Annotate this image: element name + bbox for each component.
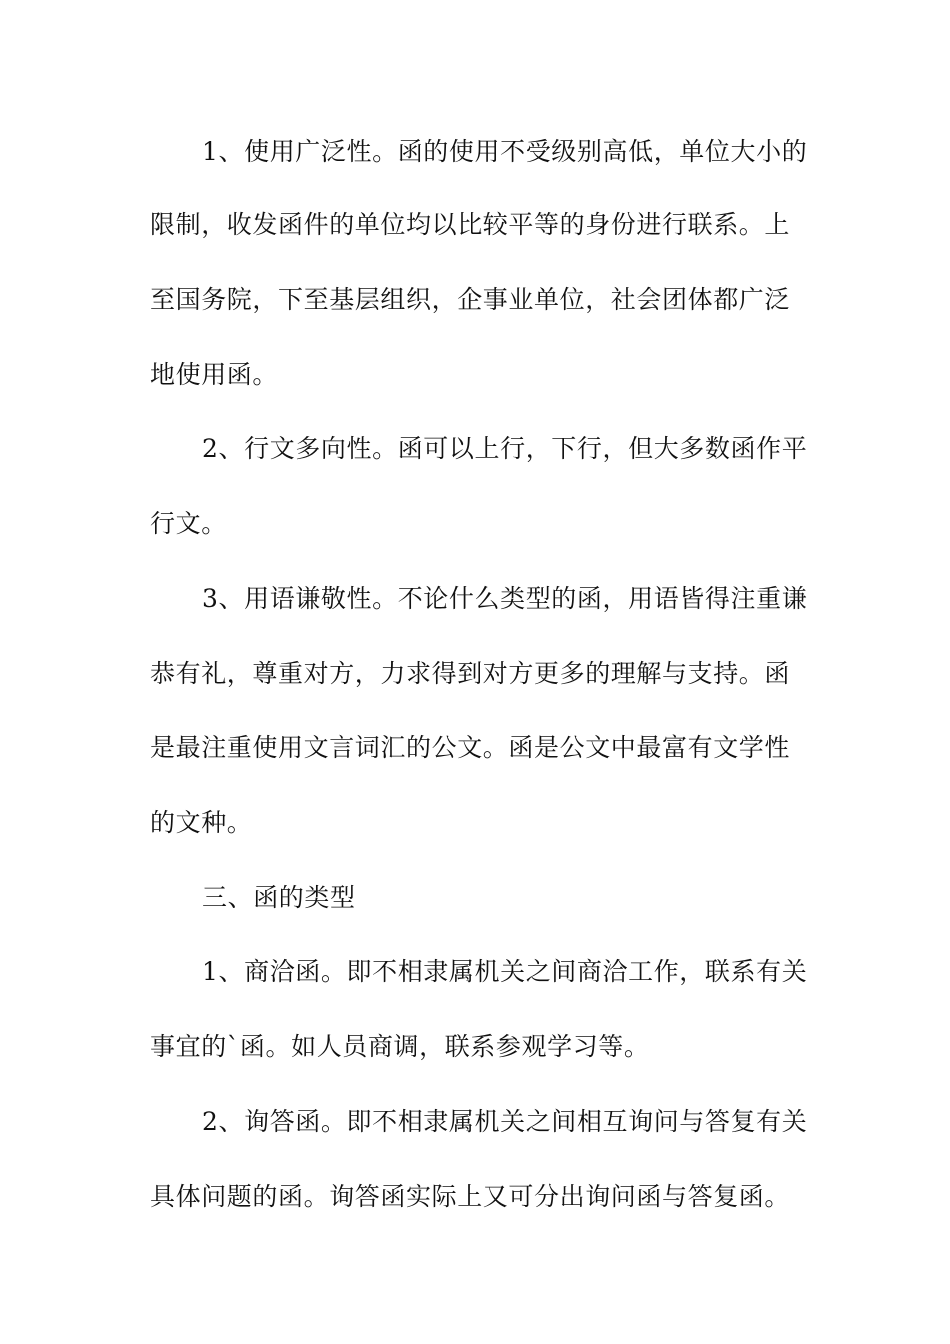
- paragraph-4-line-1: 1、商洽函。即不相隶属机关之间商洽工作，联系有关: [202, 957, 808, 986]
- paragraph-3-line-3: 是最注重使用文言词汇的公文。函是公文中最富有文学性: [150, 733, 791, 762]
- paragraph-5-line-2: 具体问题的函。询答函实际上又可分出询问函与答复函。: [150, 1182, 791, 1211]
- paragraph-1-line-3: 至国务院，下至基层组织，企事业单位，社会团体都广泛: [150, 285, 791, 314]
- paragraph-5-line-1: 2、询答函。即不相隶属机关之间相互询问与答复有关: [202, 1107, 808, 1136]
- paragraph-3-line-1: 3、用语谦敬性。不论什么类型的函，用语皆得注重谦: [202, 584, 808, 613]
- paragraph-1-line-1: 1、使用广泛性。函的使用不受级别高低，单位大小的: [202, 137, 808, 166]
- paragraph-3-line-4: 的文种。: [150, 808, 253, 837]
- paragraph-1-line-4: 地使用函。: [150, 360, 279, 389]
- paragraph-3-line-2: 恭有礼，尊重对方，力求得到对方更多的理解与支持。函: [150, 659, 791, 688]
- paragraph-4-line-2: 事宜的`函。如人员商调，联系参观学习等。: [150, 1032, 650, 1061]
- paragraph-1-line-2: 限制，收发函件的单位均以比较平等的身份进行联系。上: [150, 210, 791, 239]
- paragraph-2-line-2: 行文。: [150, 509, 227, 538]
- paragraph-2-line-1: 2、行文多向性。函可以上行，下行，但大多数函作平: [202, 434, 808, 463]
- section-heading: 三、函的类型: [202, 883, 356, 912]
